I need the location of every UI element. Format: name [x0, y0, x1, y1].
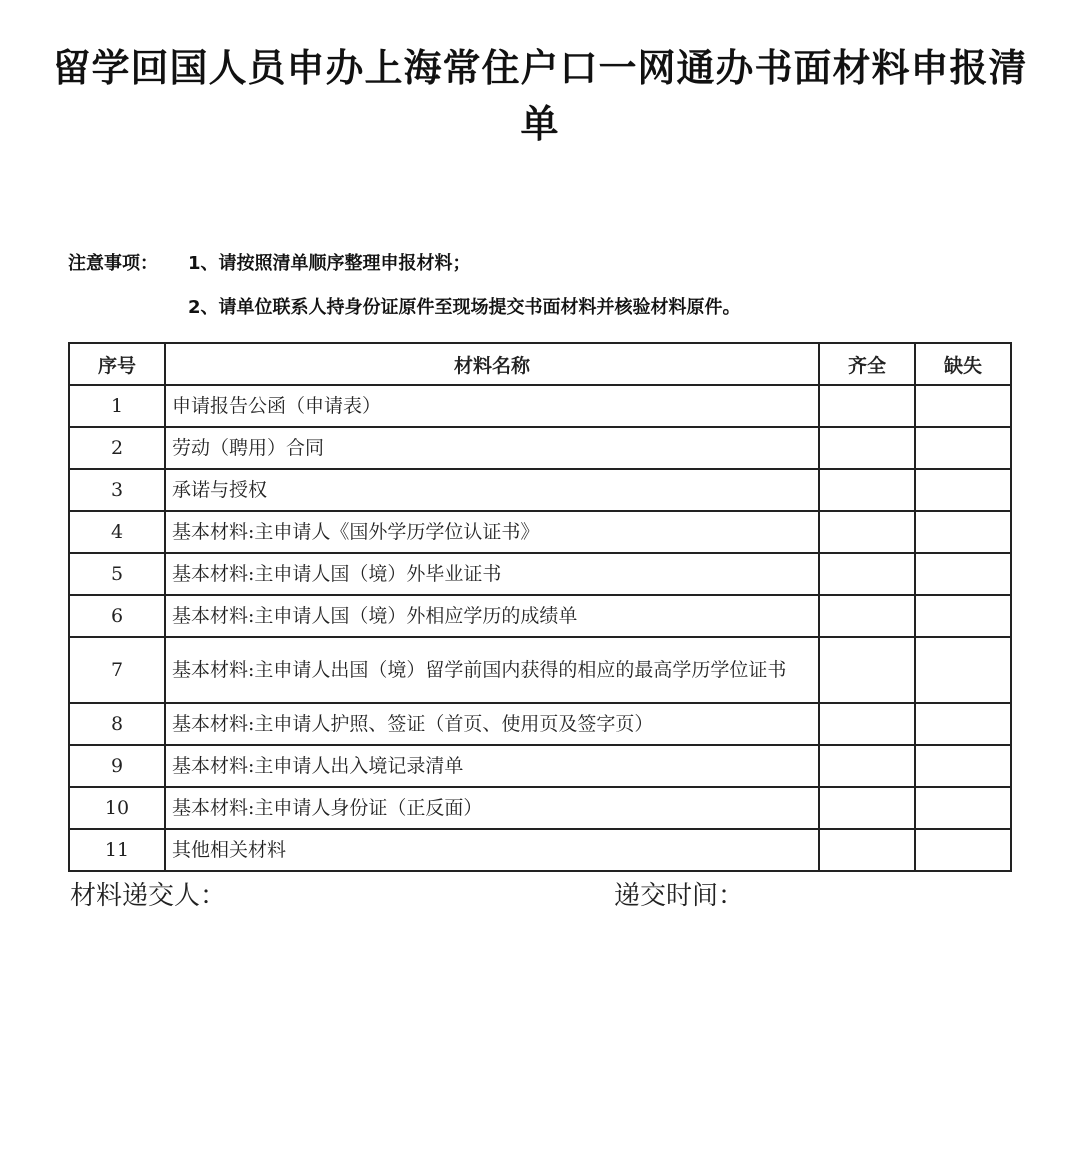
document-title: 留学回国人员申办上海常住户口一网通办书面材料申报清单: [52, 46, 1028, 146]
missing-cell[interactable]: [915, 637, 1011, 703]
materials-table: [68, 342, 1012, 872]
table-row: [69, 553, 1011, 595]
row-name: 基本材料:主申请人护照、签证（首页、使用页及签字页）: [165, 703, 819, 745]
complete-cell[interactable]: [819, 829, 915, 871]
row-no: 4: [69, 511, 165, 553]
row-name: 基本材料:主申请人出国（境）留学前国内获得的相应的最高学历学位证书: [165, 637, 819, 703]
complete-cell[interactable]: [819, 553, 915, 595]
submit-time-label: 递交时间：: [614, 881, 745, 911]
row-no: 6: [69, 595, 165, 637]
complete-cell[interactable]: [819, 385, 915, 427]
missing-cell[interactable]: [915, 829, 1011, 871]
complete-cell[interactable]: [819, 511, 915, 553]
table-row: [69, 511, 1011, 553]
complete-cell[interactable]: [819, 595, 915, 637]
header-no: 序号: [69, 343, 165, 385]
table-row: [69, 703, 1011, 745]
header-missing: 缺失: [915, 343, 1011, 385]
row-no: 1: [69, 385, 165, 427]
missing-cell[interactable]: [915, 385, 1011, 427]
complete-cell[interactable]: [819, 703, 915, 745]
row-name: 基本材料:主申请人国（境）外相应学历的成绩单: [165, 595, 819, 637]
row-no: 7: [69, 637, 165, 703]
row-no: 8: [69, 703, 165, 745]
row-no: 5: [69, 553, 165, 595]
missing-cell[interactable]: [915, 703, 1011, 745]
table-header-row: [69, 343, 1011, 385]
note-item-1: 1、请按照清单顺序整理申报材料；: [188, 253, 471, 274]
missing-cell[interactable]: [915, 427, 1011, 469]
table-row: [69, 427, 1011, 469]
row-name: 申请报告公函（申请表）: [165, 385, 819, 427]
row-name: 其他相关材料: [165, 829, 819, 871]
row-name: 基本材料:主申请人《国外学历学位认证书》: [165, 511, 819, 553]
missing-cell[interactable]: [915, 745, 1011, 787]
row-name: 基本材料:主申请人出入境记录清单: [165, 745, 819, 787]
notes-section: [68, 240, 741, 328]
missing-cell[interactable]: [915, 595, 1011, 637]
notes-label: 注意事项：: [68, 253, 158, 274]
table-row: [69, 745, 1011, 787]
missing-cell[interactable]: [915, 469, 1011, 511]
row-name: 基本材料:主申请人国（境）外毕业证书: [165, 553, 819, 595]
row-no: 11: [69, 829, 165, 871]
missing-cell[interactable]: [915, 787, 1011, 829]
row-name: 劳动（聘用）合同: [165, 427, 819, 469]
header-name: 材料名称: [165, 343, 819, 385]
table-row: [69, 595, 1011, 637]
table-row: [69, 385, 1011, 427]
row-no: 9: [69, 745, 165, 787]
complete-cell[interactable]: [819, 637, 915, 703]
note-item-2: 2、请单位联系人持身份证原件至现场提交书面材料并核验材料原件。: [188, 297, 741, 318]
table-row: [69, 469, 1011, 511]
header-complete: 齐全: [819, 343, 915, 385]
table-row: [69, 787, 1011, 829]
row-name: 承诺与授权: [165, 469, 819, 511]
row-no: 2: [69, 427, 165, 469]
complete-cell[interactable]: [819, 745, 915, 787]
submitter-label: 材料递交人：: [70, 881, 227, 911]
table-row: [69, 637, 1011, 703]
table-row: [69, 829, 1011, 871]
row-name: 基本材料:主申请人身份证（正反面）: [165, 787, 819, 829]
row-no: 10: [69, 787, 165, 829]
row-no: 3: [69, 469, 165, 511]
complete-cell[interactable]: [819, 427, 915, 469]
complete-cell[interactable]: [819, 787, 915, 829]
missing-cell[interactable]: [915, 511, 1011, 553]
complete-cell[interactable]: [819, 469, 915, 511]
missing-cell[interactable]: [915, 553, 1011, 595]
